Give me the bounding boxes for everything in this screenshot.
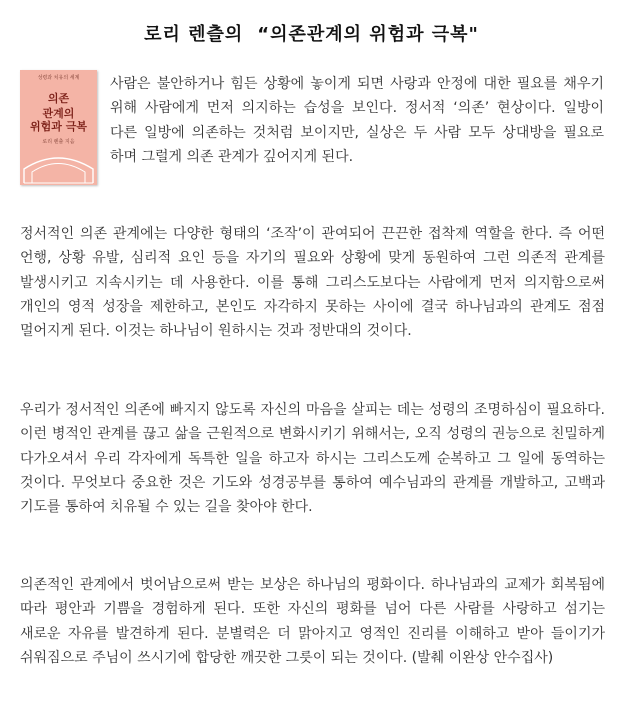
page-title (0, 20, 623, 46)
paragraph-4: 의존적인 관계에서 벗어남으로써 받는 보상은 하나님의 평화이다. 하나님과의 교제가 회복됨에 따라 평안과 기쁨을 경험하게 된다. 또한 자신의 평화를 넘어 다른 사람를 사랑하고 섬기는 새로운 자유를 발견하게 된다. 분별력은 더 맑아지고 영적인 진리를 이해하고 받아 들이기가 쉬워짐으로 주님이 쓰시기에 합당한 깨끗한 그릇이 되는 것이다. (발췌 이완상 안수집사) (20, 577, 605, 666)
paragraph-1: 사람은 불안하거나 힘든 상황에 놓이게 되면 사랑과 안정에 대한 필요를 채우기 위해 사람에게 먼저 의지하는 습성을 보인다. 정서적 ‘의존’ 현상이다. 일방이 다른 일방에 의존하는 것처럼 보이지만, 실상은 두 사람 모두 상대방을 필요로 하며 그럴게 의존 관계가 깊어지게 된다. (110, 76, 604, 165)
book-cover-title-line3: 위험과 극복 (30, 120, 87, 133)
paragraph-2: 정서적인 의존 관계에는 다양한 형태의 ‘조작’이 관여되어 끈끈한 접착제 역할을 한다. 즉 어떤 언행, 상황 유발, 심리적 요인 등을 자기의 필요와 상황에 맞게 동원하여 그런 의존적 관계를 발생시키고 지속시키는 데 사용한다. 이를 통해 그리스도보다는 사람에게 먼저 의지함으로써 개인의 영적 성장을 제한하고, 본인도 자각하지 못하는 사이에 결국 하나님과의 관계도 점점 멀어지게 된다. 이것는 하나님이 원하시는 것과 정반대의 것이다. (20, 226, 605, 340)
title-prefix: 로리 렌츨의 (144, 24, 244, 45)
book-cover-image (20, 70, 97, 185)
book-cover-title-line2-text: 관계의 (42, 107, 75, 120)
book-cover-arch-graphic (20, 145, 97, 185)
book-cover-author: 로리 렌츨 지음 (42, 139, 75, 145)
title-quoted: “의존관계의 위험과 극복" (257, 24, 479, 45)
paragraph-3: 우리가 정서적인 의존에 빠지지 않도록 자신의 마음을 살피는 데는 성령의 조명하심이 필요하다. 이런 병적인 관계를 끊고 삶을 근원적으로 변화시키기 위해서는, 오직 성령의 권능으로 친밀하게 다가오셔서 우리 각자에게 독특한 일을 하고자 하시는 그리스도께 순복하고 그 일에 동역하는 것이다. 무엇보다 중요한 것은 기도와 성경공부를 통하여 예수님과의 관계를 개발하고, 고백과 기도를 통하여 치유될 수 있는 길을 찾아야 한다. (20, 402, 605, 516)
book-cover-title-line1: 의존 (47, 92, 70, 105)
book-cover-series: 성령과 치유의 세계 (37, 75, 80, 81)
